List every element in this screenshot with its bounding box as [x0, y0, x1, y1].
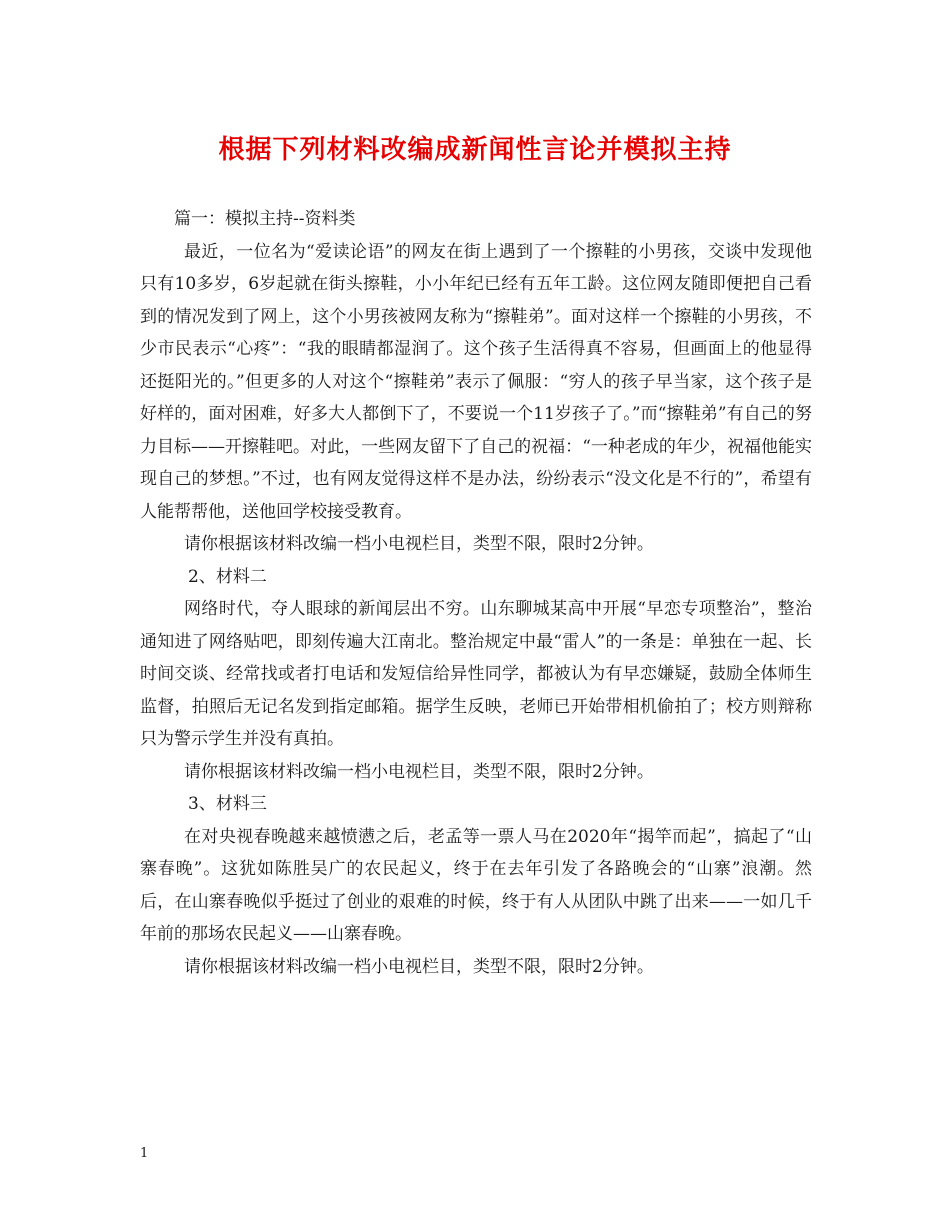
- task-instruction-3: 请你根据该材料改编一档小电视栏目，类型不限，限时2分钟。: [184, 956, 654, 977]
- document-title: 根据下列材料改编成新闻性言论并模拟主持: [218, 135, 732, 165]
- section-heading-3: 3、材料三: [188, 794, 267, 814]
- material-2-paragraph: 网络时代，夺人眼球的新闻层出不穷。山东聊城某高中开展“早恋专项整治”，整治通知进了网络贴吧，即刻传遍大江南北。整治规定中最“雷人”的一条是：单独在一起、长时间交谈、经常找或者打电话和发短信给异性同学，都被认为有早恋嫌疑，鼓励全体师生监督，拍照后无记名发到指定邮箱。据学生反映，老师已开始带相机偷拍了；校方则辩称只为警示学生并没有真拍。: [140, 599, 812, 749]
- task-instruction-2: 请你根据该材料改编一档小电视栏目，类型不限，限时2分钟。: [184, 761, 654, 782]
- section-heading-1: 篇一：模拟主持--资料类: [174, 209, 356, 229]
- section-heading-2: 2、材料二: [188, 566, 267, 587]
- document-body: [140, 203, 812, 983]
- task-instruction-1: 请你根据该材料改编一档小电视栏目，类型不限，限时2分钟。: [184, 534, 654, 554]
- material-3-paragraph: 在对央视春晚越来越愤懑之后，老孟等一票人马在2020年“揭竿而起”，搞起了“山寨春晚”。这犹如陈胜吴广的农民起义，终于在去年引发了各路晚会的“山寨”浪潮。然后，在山寨春晚似乎挺过了创业的艰难的时候，终于有人从团队中跳了出来——一如几千年前的那场农民起义——山寨春晚。: [140, 826, 812, 944]
- page-number: 1: [140, 1146, 149, 1161]
- material-1-paragraph: 最近，一位名为“爱读论语”的网友在街上遇到了一个擦鞋的小男孩，交谈中发现他只有10多岁，6岁起就在街头擦鞋，小小年纪已经有五年工龄。这位网友随即便把自己看到的情况发到了网上，这个小男孩被网友称为“擦鞋弟”。面对这样一个擦鞋的小男孩，不少市民表示“心疼”：“我的眼睛都湿润了。这个孩子生活得真不容易，但画面上的他显得还挺阳光的。”但更多的人对这个“擦鞋弟”表示了佩服：“穷人的孩子早当家，这个孩子是好样的，面对困难，好多大人都倒下了，不要说一个11岁孩子了。”而“擦鞋弟”有自己的努力目标——开擦鞋吧。对此，一些网友留下了自己的祝福：“一种老成的年少，祝福他能实现自己的梦想。”不过，也有网友觉得这样不是办法，纷纷表示“没文化是不行的”，希望有人能帮帮他，送他回学校接受教育。: [140, 241, 812, 522]
